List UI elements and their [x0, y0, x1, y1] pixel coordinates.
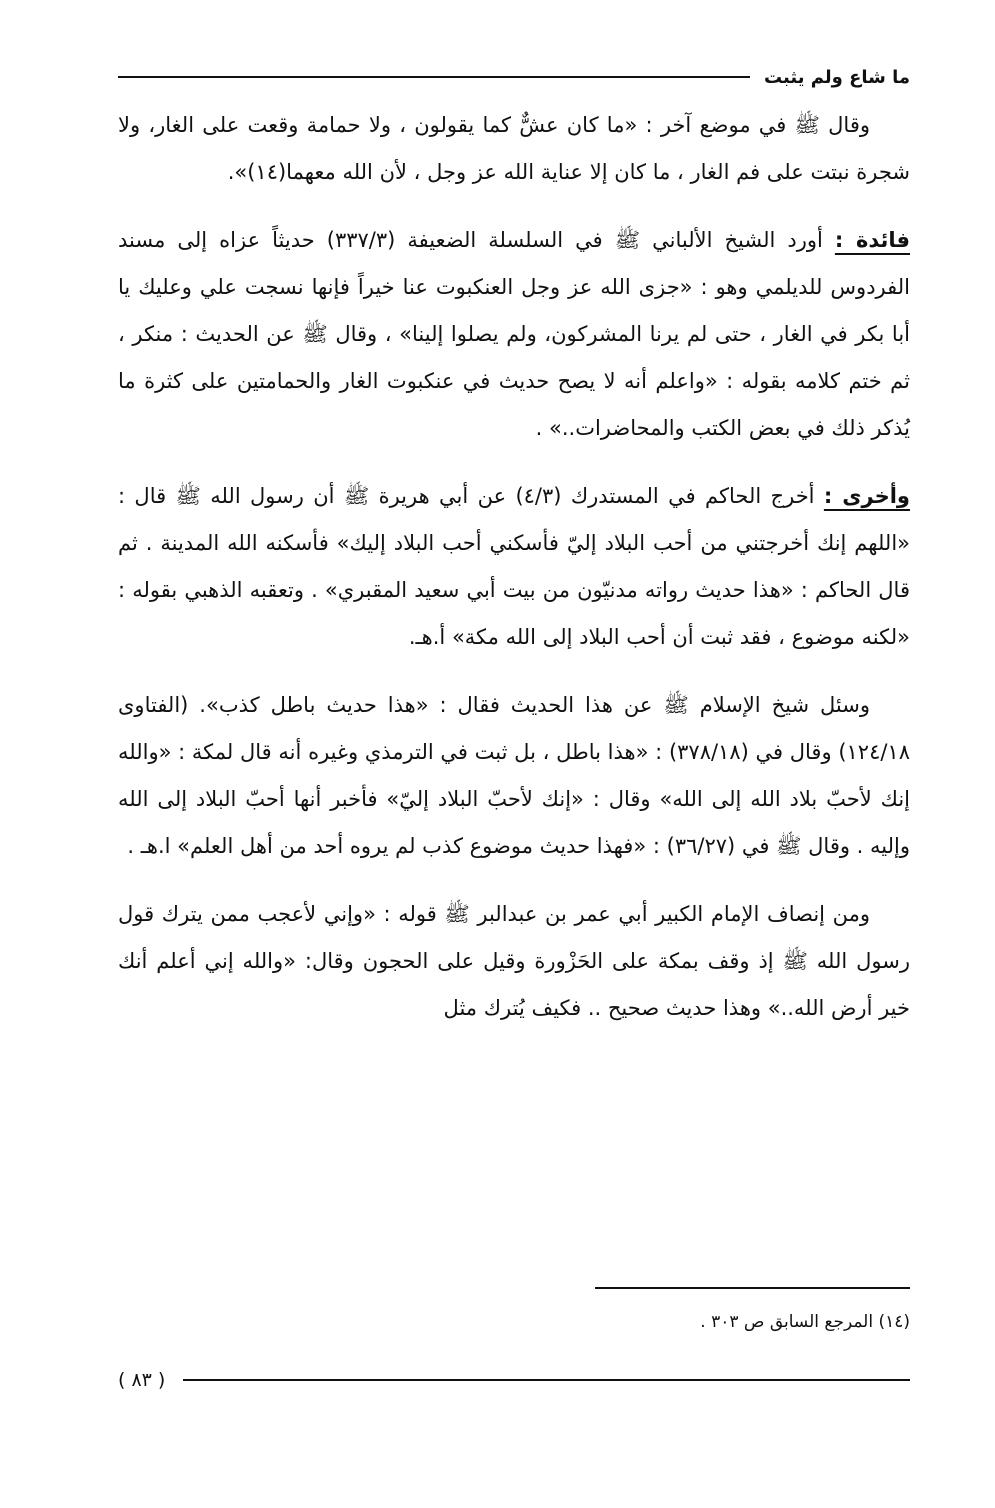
paragraph-text: أورد الشيخ الألباني ﷺ في السلسلة الضعيفة (٣٣٧/٣) حديثاً عزاه إلى مسند الفردوس للديلمي وهو : «جزى الله عز وجل العنكبوت عنا خيراً فإنها نسجت علي وعليك يا أبا بكر في الغار ، حتى لم يرنا المشركون، ولم يصلوا إلينا» ، وقال ﷺ عن الحديث : منكر ، ثم ختم كلامه بقوله : «واعلم أنه لا يصح حديث في عنكبوت الغار والحمامتين على كثرة ما يُذكر ذلك في بعض الكتب والمحاضرات..» .	[118, 228, 910, 440]
body-text	[118, 102, 910, 1053]
paragraph-ukhra	[118, 473, 910, 661]
paragraph-4	[118, 682, 910, 870]
footnote: (١٤) المرجع السابق ص ٣٠٣ .	[700, 1312, 910, 1332]
page-number: ( ٨٣ )	[118, 1369, 166, 1391]
paragraph-text: أخرج الحاكم في المستدرك (٤/٣) عن أبي هريرة ﷺ أن رسول الله ﷺ قال : «اللهم إنك أخرجتني من أحب البلاد إليّ فأسكني أحب البلاد إليك» فأسكنه الله المدينة . ثم قال الحاكم : «هذا حديث رواته مدنيّون من بيت أبي سعيد المقبري» . وتعقبه الذهبي بقوله : «لكنه موضوع ، فقد ثبت أن أحب البلاد إلى الله مكة» أ.هـ.	[118, 484, 910, 649]
paragraph-text: ومن إنصاف الإمام الكبير أبي عمر بن عبدالبر ﷺ قوله : «وإني لأعجب ممن يترك قول رسول الله ﷺ إذ وقف بمكة على الحَزْورة وقيل على الحجون وقال: «والله إني أعلم أنك خير أرض الله..» وهذا حديث صحيح .. فكيف يُترك مثل	[118, 902, 910, 1020]
running-header	[118, 62, 910, 92]
footer-rule	[183, 1379, 910, 1381]
paragraph-label: فائدة :	[834, 228, 910, 252]
paragraph-1	[118, 102, 910, 196]
footnote-rule	[595, 1287, 910, 1289]
paragraph-faida	[118, 217, 910, 452]
paragraph-text: وسئل شيخ الإسلام ﷺ عن هذا الحديث فقال : «هذا حديث باطل كذب». (الفتاوى ١٢٤/١٨) وقال في (٣٧٨/١٨) : «هذا باطل ، بل ثبت في الترمذي وغيره أنه قال لمكة : «والله إنك لأحبّ بلاد الله إلى الله» وقال : «إنك لأحبّ البلاد إليّ» فأخبر أنها أحبّ البلاد إلى الله وإليه . وقال ﷺ في (٣٦/٢٧) : «فهذا حديث موضوع كذب لم يروه أحد من أهل العلم» ا.هـ .	[118, 693, 910, 858]
paragraph-5	[118, 891, 910, 1032]
paragraph-text: وقال ﷺ في موضع آخر : «ما كان عشٌّ كما يقولون ، ولا حمامة وقعت على الغار، ولا شجرة نبتت على فم الغار ، ما كان إلا عناية الله عز وجل ، لأن الله معهما(١٤)».	[118, 113, 910, 184]
header-rule	[118, 76, 750, 78]
running-title: ما شاع ولم يثبت	[763, 66, 910, 88]
page-footer	[118, 1365, 910, 1395]
paragraph-label: وأخرى :	[823, 484, 910, 508]
